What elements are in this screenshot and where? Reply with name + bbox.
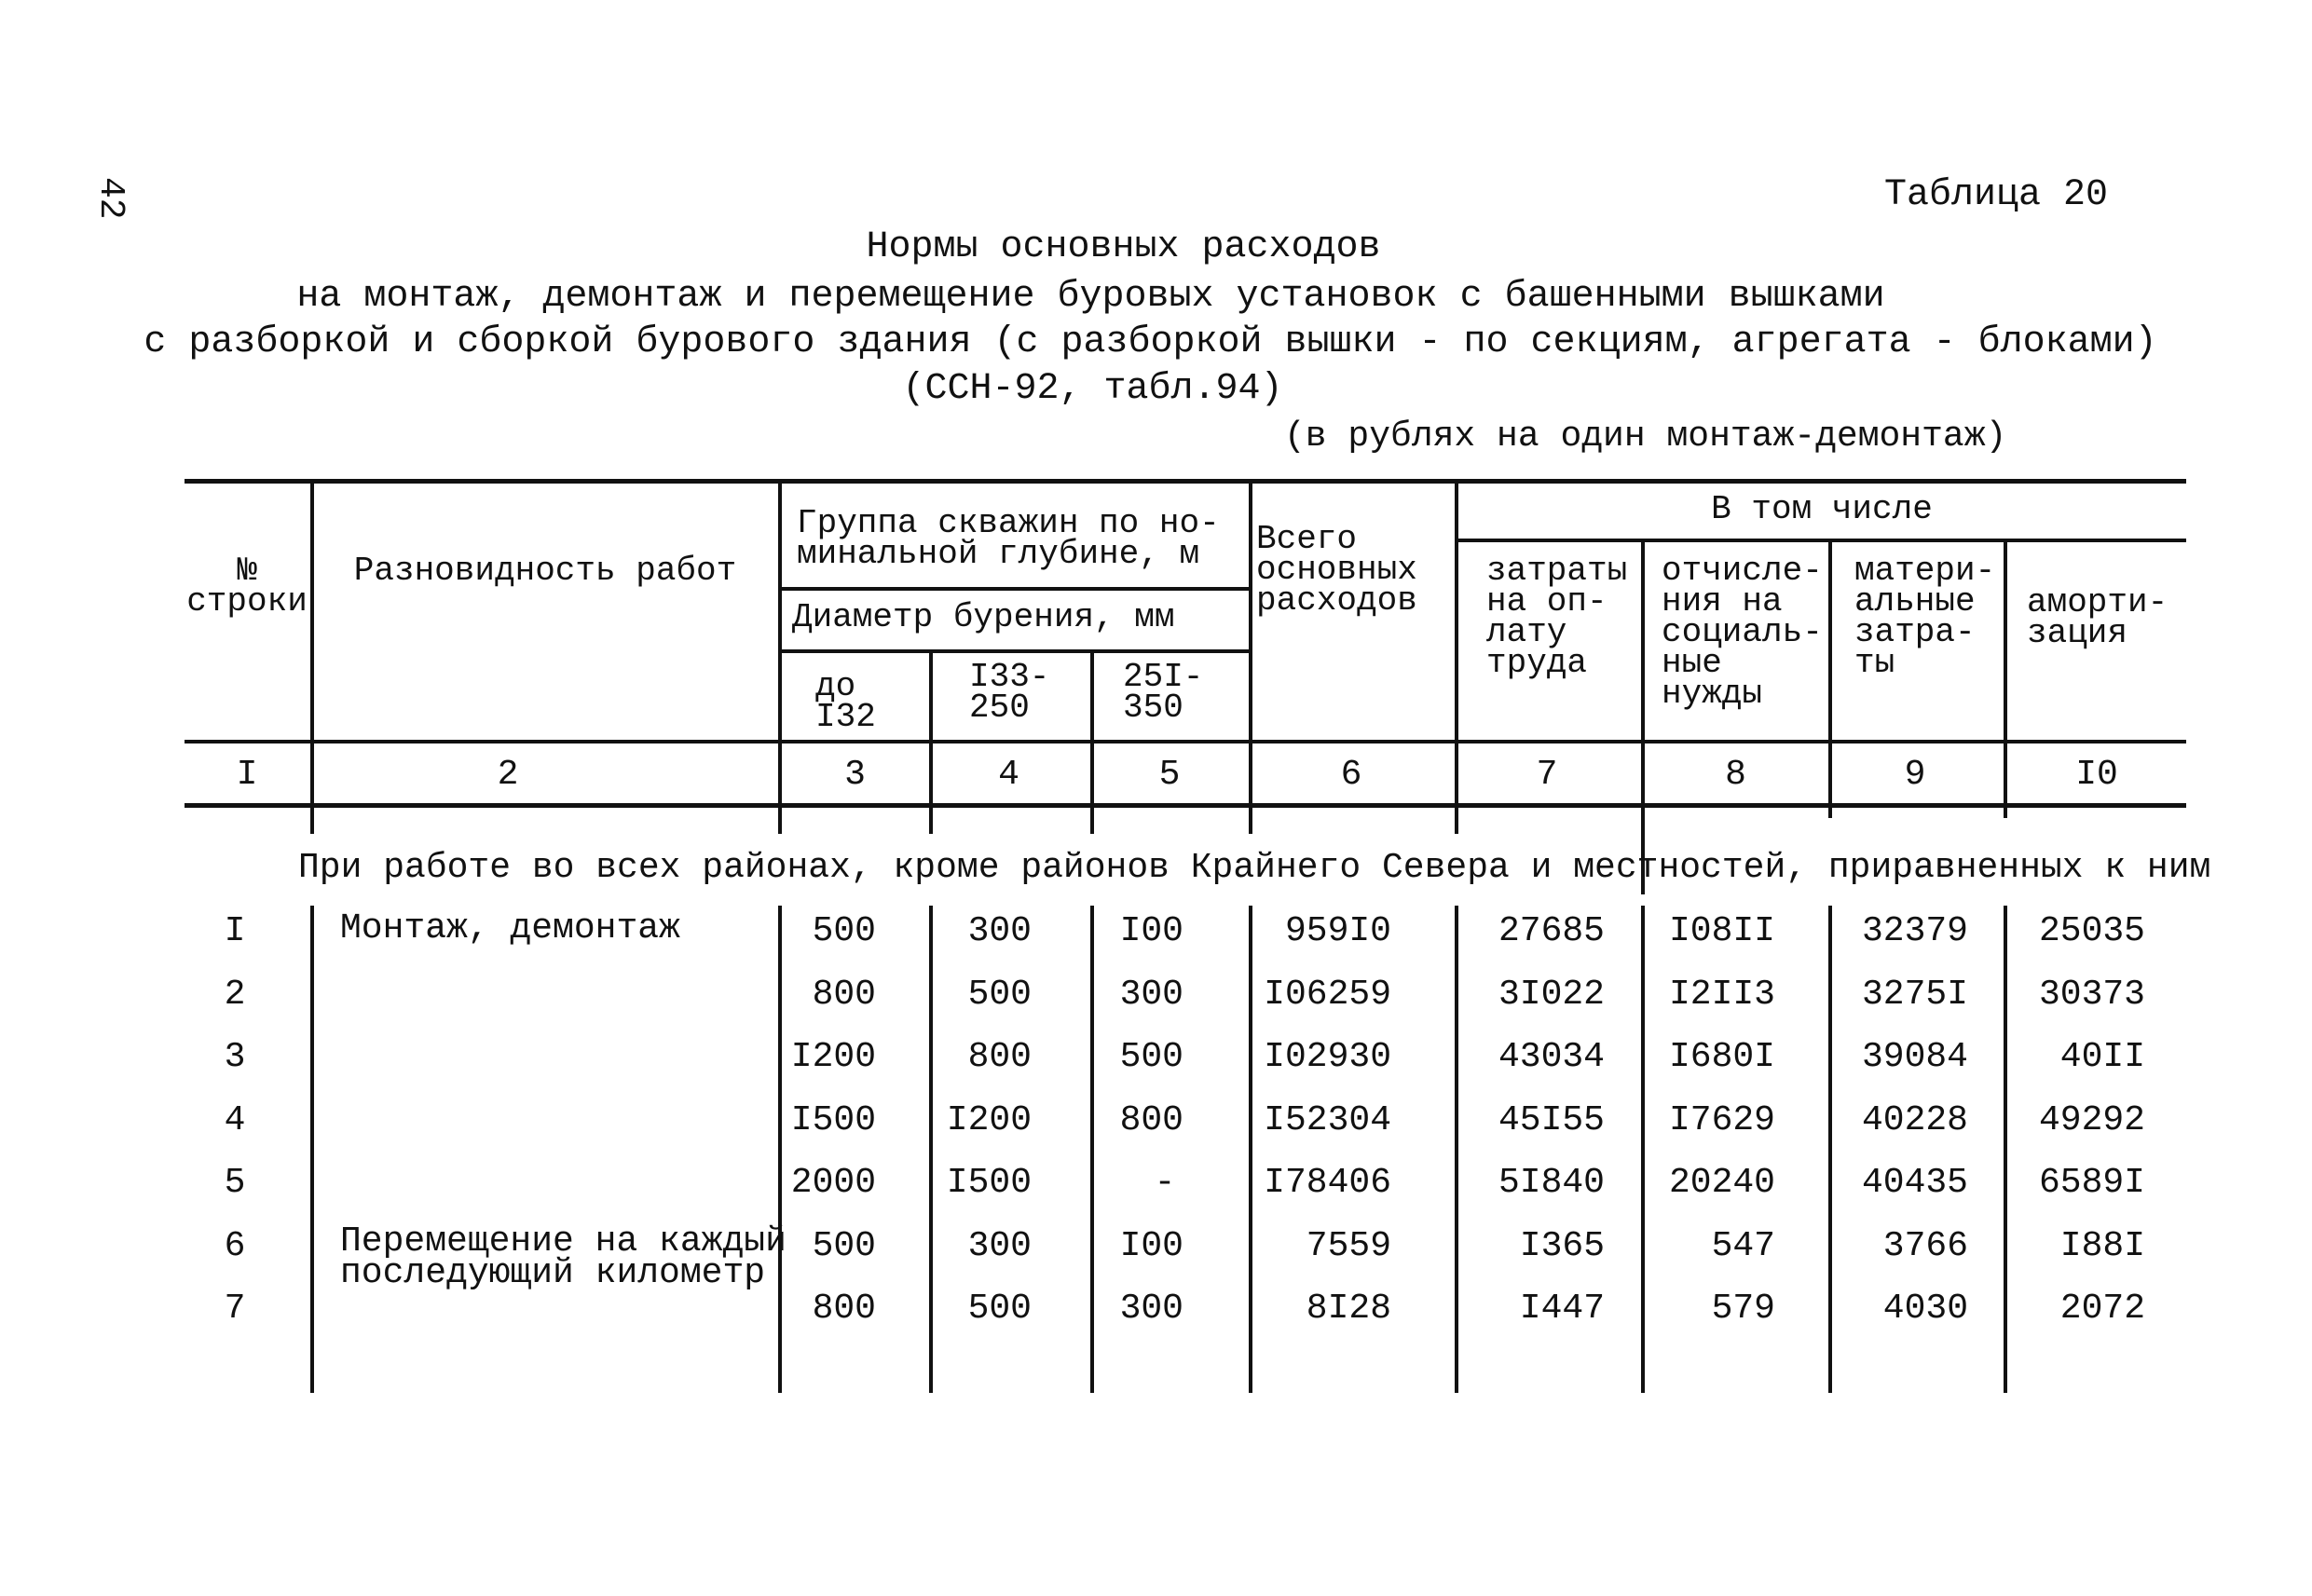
col-rule-1 — [310, 479, 314, 834]
row-number: 7 — [224, 1289, 246, 1329]
cell-c10: 2072 — [2059, 1289, 2145, 1329]
cell-c9: 3275I — [1861, 974, 1968, 1015]
cell-total: 8I28 — [1306, 1289, 1391, 1329]
cell-d3: 300 — [1119, 1289, 1183, 1329]
cell-c8: 579 — [1711, 1289, 1775, 1329]
row-number: 6 — [224, 1225, 246, 1266]
cell-d3: 300 — [1119, 974, 1183, 1015]
cell-c9: 40435 — [1861, 1163, 1968, 1203]
cell-d1: 500 — [812, 911, 876, 951]
cell-c8: 547 — [1711, 1225, 1775, 1266]
header-sub-rule-diameter — [780, 649, 1251, 653]
section-title: При работе во всех районах, кроме районов Крайнего Севера и местностей, приравненных к ним — [298, 848, 2211, 888]
cell-d2: 500 — [967, 974, 1032, 1015]
cell-c9: 32379 — [1861, 911, 1968, 951]
cell-d2: I200 — [946, 1099, 1032, 1140]
column-number-6: 6 — [1340, 755, 1362, 795]
row-number: 3 — [224, 1037, 246, 1077]
header-total: Всего основных расходов — [1256, 520, 1417, 620]
cell-c8: I7629 — [1668, 1099, 1775, 1140]
row-label-mount: Монтаж, демонтаж — [340, 908, 680, 948]
col-rule-2 — [778, 479, 782, 834]
row-number: 2 — [224, 974, 246, 1015]
row-number: 4 — [224, 1099, 246, 1140]
row-number: 5 — [224, 1163, 246, 1203]
cell-c9: 39084 — [1861, 1037, 1968, 1077]
cell-d1: I200 — [790, 1037, 876, 1077]
cell-d1: 2000 — [790, 1163, 876, 1203]
header-diameter: Диаметр бурения, мм — [792, 598, 1175, 636]
cell-d3: I00 — [1119, 911, 1183, 951]
header-row-no: № строки — [186, 552, 308, 621]
cell-c8: 20240 — [1668, 1163, 1775, 1203]
colnum-bottom-rule — [185, 803, 2186, 808]
column-number-9: 9 — [1904, 755, 1926, 795]
header-social: отчисле- ния на социаль- ные нужды — [1662, 552, 1823, 713]
cell-c7: 27685 — [1498, 911, 1605, 951]
cell-c10: 6589I — [2038, 1163, 2145, 1203]
cell-d1: 500 — [812, 1225, 876, 1266]
table-top-rule — [185, 479, 2186, 484]
col-rule-5 — [1249, 479, 1252, 834]
title-line-1: Нормы основных расходов — [866, 226, 1381, 268]
cell-d1: 800 — [812, 974, 876, 1015]
cell-c8: I08II — [1668, 911, 1775, 951]
cell-total: 959I0 — [1284, 911, 1391, 951]
cell-c9: 40228 — [1861, 1099, 1968, 1140]
cell-d3: - — [1154, 1163, 1176, 1203]
header-d2: I33- 250 — [969, 658, 1050, 727]
col-rule-1-body — [310, 906, 314, 1393]
cell-c7: I447 — [1519, 1289, 1605, 1329]
column-number-3: 3 — [844, 755, 866, 795]
header-sub-rule-group — [780, 587, 1251, 591]
cell-c8: I2II3 — [1668, 974, 1775, 1015]
cell-c7: 43034 — [1498, 1037, 1605, 1077]
column-number-5: 5 — [1158, 755, 1181, 795]
header-d1: до I32 — [815, 667, 876, 736]
cell-c7: 45I55 — [1498, 1099, 1605, 1140]
cell-d2: 800 — [967, 1037, 1032, 1077]
title-line-2: на монтаж, демонтаж и перемещение буровых установок с башенными вышками — [296, 276, 1885, 318]
cell-d2: I500 — [946, 1163, 1032, 1203]
header-sub-rule-including — [1457, 539, 2186, 542]
cell-d1: 800 — [812, 1289, 876, 1329]
header-work-type: Разновидность работ — [353, 552, 737, 590]
cell-d3: I00 — [1119, 1225, 1183, 1266]
units-note: (в рублях на один монтаж-демонтаж) — [1284, 416, 2007, 457]
cell-total: I06259 — [1264, 974, 1391, 1015]
cell-total: I02930 — [1264, 1037, 1391, 1077]
cell-c8: I680I — [1668, 1037, 1775, 1077]
title-line-3: с разборкой и сборкой бурового здания (с разборкой вышки - по секциям, агрегата - блоками) — [144, 321, 2157, 363]
page-number: 42 — [90, 177, 130, 220]
column-number-1: I — [236, 755, 258, 795]
col-rule-9 — [2004, 539, 2007, 818]
col-rule-3 — [929, 649, 933, 834]
column-number-8: 8 — [1725, 755, 1746, 795]
column-number-7: 7 — [1536, 755, 1558, 795]
header-bottom-rule — [185, 740, 2186, 743]
cell-c10: 30373 — [2038, 974, 2145, 1015]
cell-c10: 40II — [2059, 1037, 2145, 1077]
cell-c10: 25035 — [2038, 911, 2145, 951]
cell-d1: I500 — [790, 1099, 876, 1140]
row-number: I — [224, 911, 246, 951]
cell-c7: I365 — [1519, 1225, 1605, 1266]
cell-d2: 300 — [967, 911, 1032, 951]
cell-c10: I88I — [2059, 1225, 2145, 1266]
cell-d2: 300 — [967, 1225, 1032, 1266]
cell-d3: 800 — [1119, 1099, 1183, 1140]
cell-d3: 500 — [1119, 1037, 1183, 1077]
col-rule-4 — [1090, 649, 1094, 834]
header-including: В том числе — [1711, 490, 1933, 528]
cell-c9: 3766 — [1882, 1225, 1968, 1266]
cell-total: 7559 — [1306, 1225, 1391, 1266]
header-labor-cost: затраты на оп- лату труда — [1486, 552, 1628, 682]
header-materials: матери- альные затра- ты — [1854, 552, 1996, 682]
column-number-2: 2 — [497, 755, 519, 795]
cell-c10: 49292 — [2038, 1099, 2145, 1140]
column-number-10: I0 — [2075, 755, 2118, 795]
header-amortization: аморти- зация — [2027, 583, 2168, 652]
cell-c7: 3I022 — [1498, 974, 1605, 1015]
cell-c7: 5I840 — [1498, 1163, 1605, 1203]
title-line-4: (ССН-92, табл.94) — [902, 368, 1283, 410]
cell-total: I52304 — [1264, 1099, 1391, 1140]
header-d3: 25I- 350 — [1123, 658, 1204, 727]
cell-d2: 500 — [967, 1289, 1032, 1329]
table-label: Таблица 20 — [1883, 174, 2108, 216]
cell-total: I78406 — [1264, 1163, 1391, 1203]
header-group: Группа скважин по но- минальной глубине, м — [797, 504, 1220, 573]
row-label-move: Перемещение на каждый последующий километр — [340, 1221, 787, 1293]
cell-c9: 4030 — [1882, 1289, 1968, 1329]
column-number-4: 4 — [998, 755, 1019, 795]
